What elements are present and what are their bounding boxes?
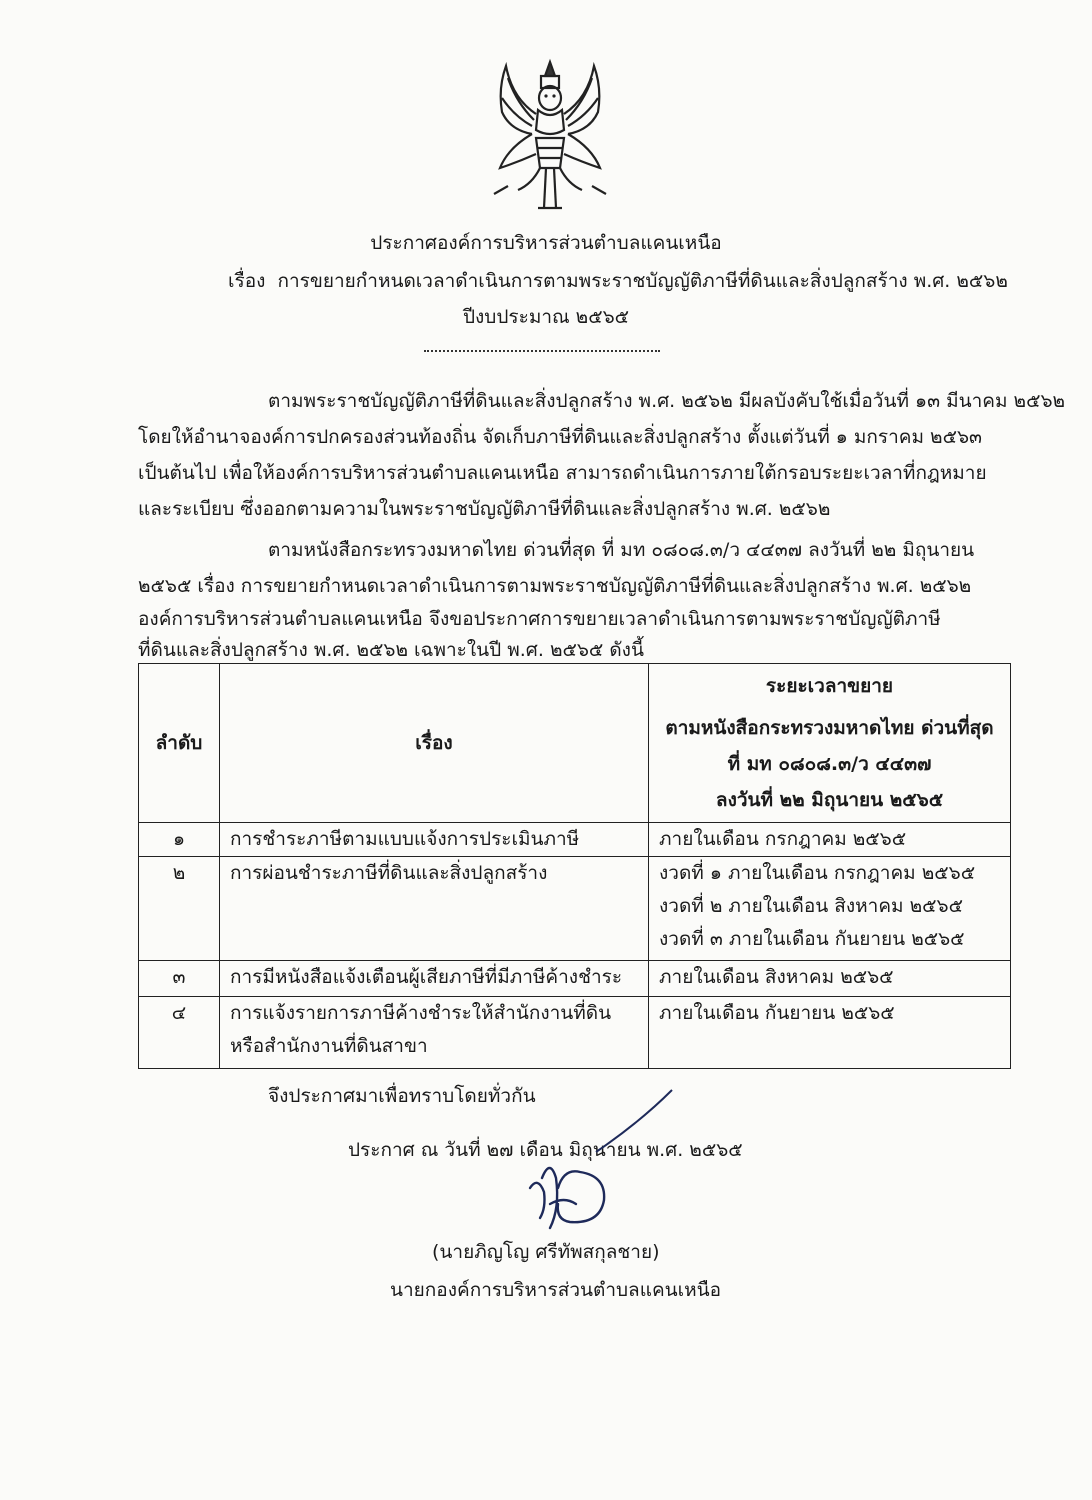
header-period-line: ระยะเวลาขยาย [765,675,894,697]
table-row [139,997,1011,1069]
header-period-line: ที่ มท ๐๘๐๘.๓/ว ๔๔๓๗ [727,753,932,775]
row-subject: การผ่อนชำระภาษีที่ดินและสิ่งปลูกสร้าง [220,857,649,961]
para1-line: โดยให้อำนาจองค์การปกครองส่วนท้องถิ่น จัดเก็บภาษีที่ดินและสิ่งปลูกสร้าง ตั้งแต่วันที่ ๑ มกราคม ๒๕๖๓ [138,426,983,448]
header-no: ลำดับ [139,664,220,823]
subject-line [228,266,1008,296]
subject-text: การขยายกำหนดเวลาดำเนินการตามพระราชบัญญัติภาษีที่ดินและสิ่งปลูกสร้าง พ.ศ. ๒๕๖๒ [277,270,1008,292]
para2-line: ที่ดินและสิ่งปลูกสร้าง พ.ศ. ๒๕๖๒ เฉพาะในปี พ.ศ. ๒๕๖๕ ดังนี้ [138,639,644,661]
closing-announce: จึงประกาศมาเพื่อทราบโดยทั่วกัน [268,1085,536,1107]
row-no: ๓ [139,961,220,997]
row-subject: การแจ้งรายการภาษีค้างชำระให้สำนักงานที่ดิน หรือสำนักงานที่ดินสาขา [220,997,649,1069]
para1-line: ตามพระราชบัญญัติภาษีที่ดินและสิ่งปลูกสร้าง พ.ศ. ๒๕๖๒ มีผลบังคับใช้เมื่อวันที่ ๑๓ มีนาคม ๒๕๖๒ [268,390,1066,412]
row-period: ภายในเดือน กรกฎาคม ๒๕๖๕ [649,823,1011,857]
table-row [139,823,1011,857]
row-no: ๑ [139,823,220,857]
row-no: ๔ [139,997,220,1069]
fiscal-year: ปีงบประมาณ ๒๕๖๕ [462,306,630,328]
row-period: ภายในเดือน สิงหาคม ๒๕๖๕ [649,961,1011,997]
para2-line: ตามหนังสือกระทรวงมหาดไทย ด่วนที่สุด ที่ มท ๐๘๐๘.๓/ว ๔๔๓๗ ลงวันที่ ๒๒ มิถุนายน [268,539,975,561]
table-row [139,857,1011,961]
para1-line: เป็นต้นไป เพื่อให้องค์การบริหารส่วนตำบลแคนเหนือ สามารถดำเนินการภายใต้กรอบระยะเวลาที่กฎหมาย [138,462,987,484]
signature-icon [520,1148,640,1236]
dotted-divider [424,350,660,352]
subject-label: เรื่อง [228,270,266,292]
signature-stroke [590,1086,680,1156]
table-row [139,961,1011,997]
para2-line: ๒๕๖๕ เรื่อง การขยายกำหนดเวลาดำเนินการตามพระราชบัญญัติภาษีที่ดินและสิ่งปลูกสร้าง พ.ศ. ๒๕๖๒ [138,575,972,597]
para1-line: และระเบียบ ซึ่งออกตามความในพระราชบัญญัติภาษีที่ดินและสิ่งปลูกสร้าง พ.ศ. ๒๕๖๒ [138,498,831,520]
signer-title: นายกองค์การบริหารส่วนตำบลแคนเหนือ [390,1279,722,1301]
row-period: ภายในเดือน กันยายน ๒๕๖๕ [649,997,1011,1069]
row-no: ๒ [139,857,220,961]
signer-name: (นายภิญโญ ศรีทัพสกุลชาย) [432,1241,660,1263]
header-period [649,664,1011,823]
header-subject: เรื่อง [220,664,649,823]
header-period-line: ลงวันที่ ๒๒ มิถุนายน ๒๕๖๕ [715,789,944,811]
extension-table [138,663,1011,1069]
row-period: งวดที่ ๑ ภายในเดือน กรกฎาคม ๒๕๖๕ งวดที่ ๒ ภายในเดือน สิงหาคม ๒๕๖๕ งวดที่ ๓ ภายในเดือน กันยายน ๒๕๖๕ [649,857,1011,961]
garuda-emblem-icon [488,58,612,216]
para2-line: องค์การบริหารส่วนตำบลแคนเหนือ จึงขอประกาศการขยายเวลาดำเนินการตามพระราชบัญญัติภาษี [138,608,941,630]
table-header-row [139,664,1011,823]
announce-date: ประกาศ ณ วันที่ ๒๗ เดือน มิถุนายน พ.ศ. ๒๕๖๕ [348,1139,743,1161]
header-period-line: ตามหนังสือกระทรวงมหาดไทย ด่วนที่สุด [665,717,994,739]
row-subject: การชำระภาษีตามแบบแจ้งการประเมินภาษี [220,823,649,857]
announcement-title: ประกาศองค์การบริหารส่วนตำบลแคนเหนือ [370,232,722,254]
row-subject: การมีหนังสือแจ้งเตือนผู้เสียภาษีที่มีภาษีค้างชำระ [220,961,649,997]
